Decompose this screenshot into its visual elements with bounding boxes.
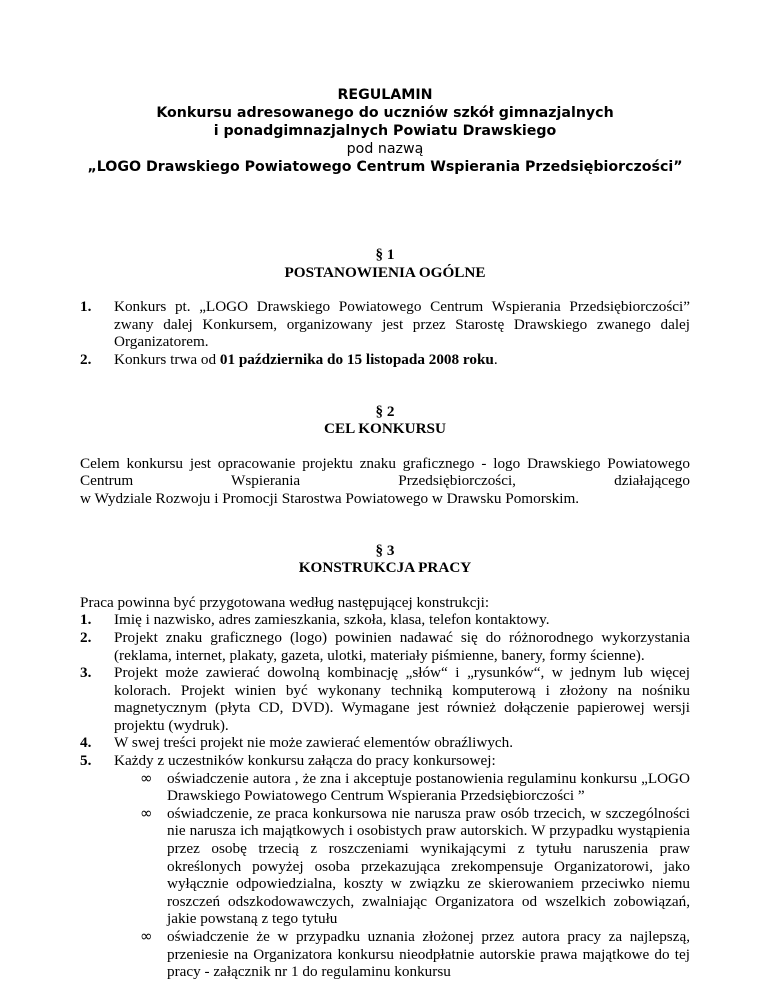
bullet-item <box>140 928 690 981</box>
item-number: 2. <box>80 350 92 368</box>
contest-name: „LOGO Drawskiego Powiatowego Centrum Wspierania Przedsiębiorczości” <box>87 159 683 175</box>
item-text: Każdy z uczestników konkursu załącza do pracy konkursowej: <box>114 752 496 770</box>
document-title: REGULAMIN <box>337 87 433 103</box>
list-item <box>80 611 690 629</box>
item-number: 4. <box>80 734 92 752</box>
section-1-list <box>80 298 690 368</box>
section-3-number: § 3 <box>375 541 395 559</box>
list-item <box>80 298 690 351</box>
item-text-pre: Konkurs trwa od <box>114 350 220 368</box>
section-3-intro: Praca powinna być przygotowana według następującej konstrukcji: <box>80 593 490 611</box>
item-text: W swej treści projekt nie może zawierać elementów obraźliwych. <box>114 734 514 752</box>
contest-dates: 01 października do 15 listopada 2008 roku <box>219 350 494 368</box>
list-item <box>80 752 690 981</box>
section-2-paragraph-end: w Wydziale Rozwoju i Promocji Starostwa Powiatowego w Drawsku Pomorskim. <box>80 489 580 507</box>
document-header <box>80 86 690 176</box>
header-line-3: i ponadgimnazjalnych Powiatu Drawskiego <box>213 123 557 139</box>
infinity-bullet-icon: ∞ <box>140 803 153 822</box>
section-1-title: POSTANOWIENIA OGÓLNE <box>284 263 486 281</box>
item-number: 5. <box>80 752 92 770</box>
infinity-bullet-icon: ∞ <box>140 927 153 945</box>
infinity-bullet-icon: ∞ <box>140 768 153 787</box>
list-item <box>80 351 690 369</box>
item-text-post: . <box>493 350 498 368</box>
item-text: Projekt może zawierać dowolną kombinację „słów“ i „rysunków“, w jednym lub więcej kolorach. Projekt winien być wykonany techniką komputerową i złożony na nośniku magnetycznym (płyta CD, DVD). Wymagane jest również dołączenie papierowej wersji projektu (wydruk). <box>114 664 690 734</box>
section-2-paragraph: Celem konkursu jest opracowanie projektu znaku graficznego - logo Drawskiego Powiatowego Centrum Wspierania Przedsiębiorczości, działającego <box>80 454 690 490</box>
item-number: 2. <box>80 628 92 646</box>
section-2-title: CEL KONKURSU <box>324 420 446 438</box>
document-page <box>80 86 690 981</box>
attachments-list <box>80 770 690 981</box>
header-line-4: pod nazwą <box>346 141 424 157</box>
bullet-item <box>140 805 690 928</box>
bullet-item <box>140 770 690 805</box>
section-2-number: § 2 <box>375 402 395 420</box>
header-line-2: Konkursu adresowanego do uczniów szkół gimnazjalnych <box>156 105 614 121</box>
bullet-text: oświadczenie, ze praca konkursowa nie narusza praw osób trzecich, w szczególności nie narusza ich majątkowych i osobistych praw autorskich. W przypadku wystąpienia przez osobę trzecią z roszczeniami wynikającymi z tytułu naruszenia praw określonych powyżej osoba przekazująca zrekompensuje Organizatorowi, jako wyłącznie odpowiedzialna, koszty w związku ze skierowaniem przeciwko niemu roszczeń odszkodowawczych, zwalniając Organizatora od wszelkich zobowiązań, jakie powstaną z tego tytułu <box>167 804 690 928</box>
section-1-number: § 1 <box>375 246 395 263</box>
item-text: Konkurs pt. „LOGO Drawskiego Powiatowego Centrum Wspierania Przedsiębiorczości” zwany dalej Konkursem, organizowany jest przez Starostę Drawskiego zwanego dalej Organizatorem. <box>114 298 690 351</box>
list-item <box>80 664 690 734</box>
item-number: 1. <box>80 298 92 316</box>
section-3-title: KONSTRUKCJA PRACY <box>298 559 472 577</box>
bullet-text: oświadczenie że w przypadku uznania złożonej przez autora pracy za najlepszą, przeniesie na Organizatora konkursu nieodpłatnie autorskie prawa majątkowe do tej pracy - załącznik nr 1 do regulaminu konkursu <box>167 928 690 981</box>
item-number: 1. <box>80 611 92 629</box>
list-item <box>80 629 690 664</box>
item-text: Projekt znaku graficznego (logo) powinien nadawać się do różnorodnego wykorzystania (reklama, internet, plakaty, gazeta, ulotki, materiały piśmienne, banery, formy ścienne). <box>114 628 690 664</box>
bullet-text: oświadczenie autora , że zna i akceptuje postanowienia regulaminu konkursu „LOGO Drawskiego Powiatowego Centrum Wspierania Przedsiębiorczości ” <box>167 769 690 805</box>
list-item <box>80 734 690 752</box>
item-number: 3. <box>80 664 92 682</box>
item-text: Imię i nazwisko, adres zamieszkania, szkoła, klasa, telefon kontaktowy. <box>114 611 550 629</box>
section-3-list <box>80 611 690 980</box>
